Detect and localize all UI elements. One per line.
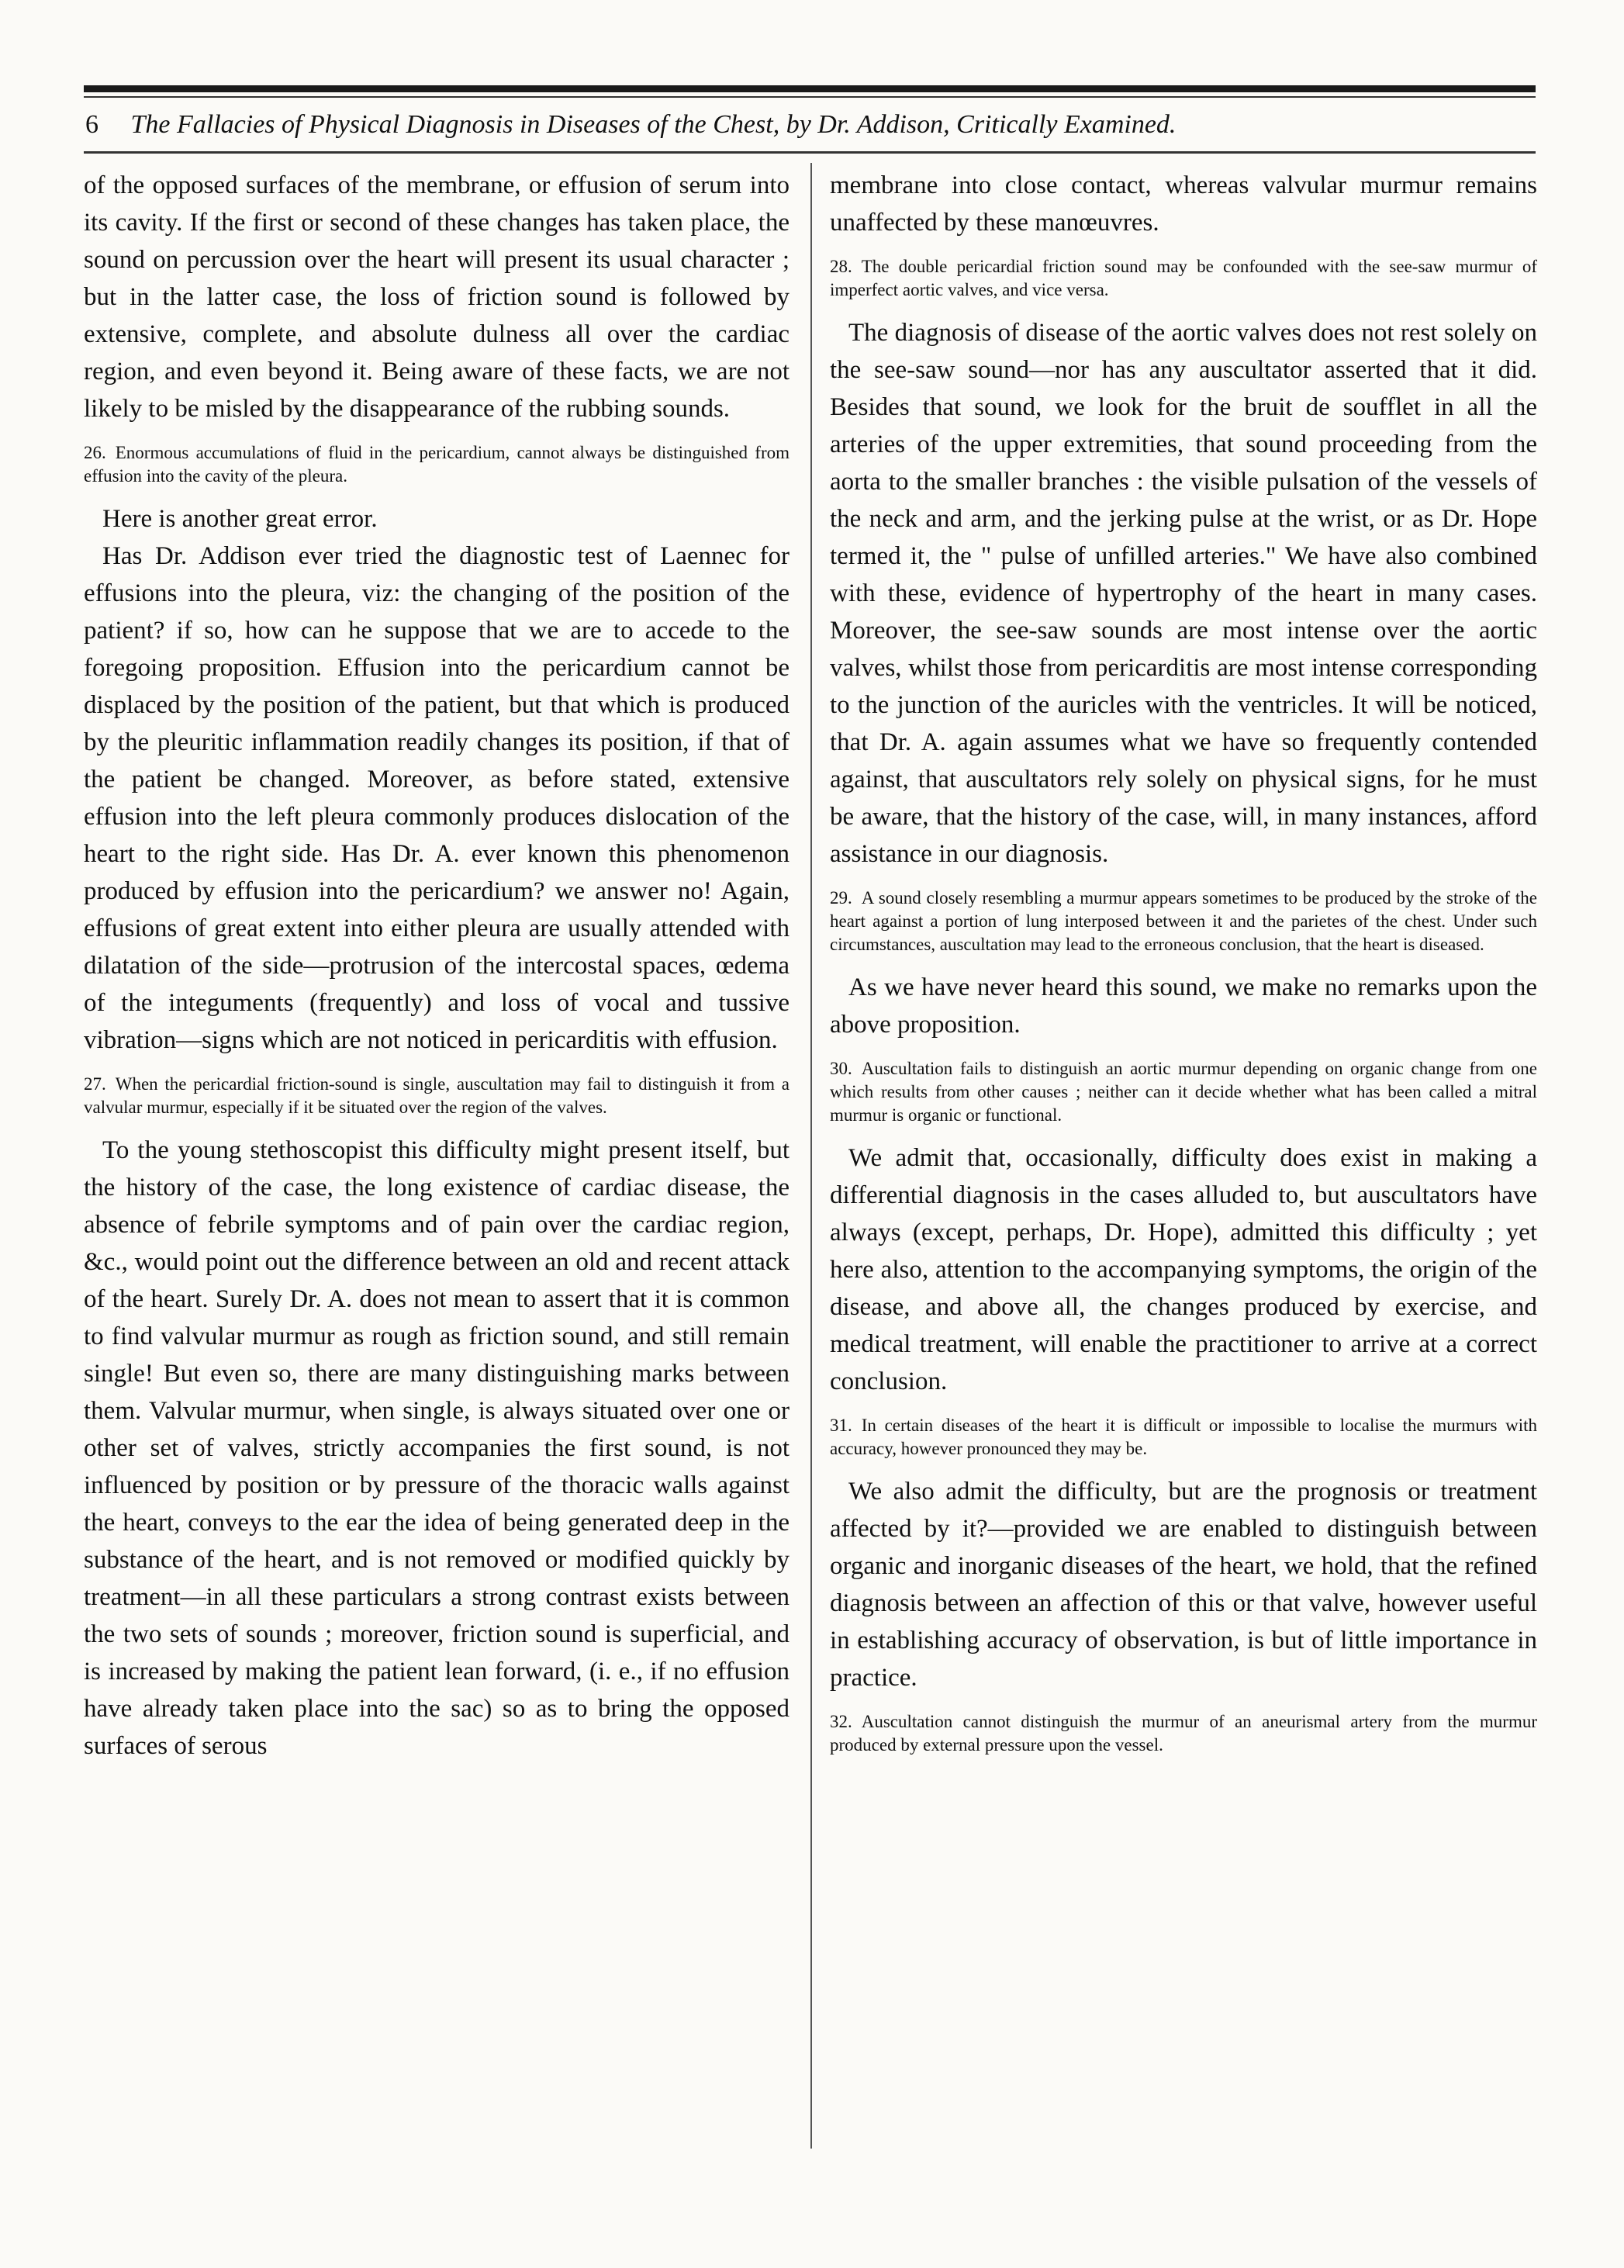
body-paragraph: As we have never heard this sound, we make no remarks upon the above proposition. [830, 973, 1537, 1039]
proposition-26 [84, 441, 790, 488]
body-paragraph: Here is another great error. [102, 505, 378, 533]
header-thin-rule [84, 96, 1536, 98]
proposition-29 [830, 887, 1537, 956]
proposition-27 [84, 1073, 790, 1119]
header-thick-rule [84, 85, 1536, 92]
proposition-number: 27. [84, 1074, 106, 1094]
page-number: 6 [85, 110, 98, 139]
proposition-number: 30. [830, 1059, 852, 1078]
header-underline-rule [84, 151, 1536, 154]
proposition-number: 28. [830, 257, 852, 276]
proposition-text: When the pericardial friction-sound is single, auscultation may fail to distinguish it from a valvular murmur, especially if it be situated over the region of the valves. [84, 1074, 790, 1117]
column-divider [810, 163, 812, 2149]
proposition-31 [830, 1414, 1537, 1461]
proposition-number: 29. [830, 888, 852, 908]
body-paragraph: We admit that, occasionally, difficulty does exist in making a differential diagnosis in the cases alluded to, but auscultators have always (except, perhaps, Dr. Hope), admitted this difficulty ; yet here also, attention to the accompanying symptoms, the origin of the disease, and above all, the changes produced by exercise, and medical treatment, will enable the practitioner to arrive at a correct conclusion. [830, 1144, 1537, 1395]
proposition-32 [830, 1710, 1537, 1757]
proposition-text: Enormous accumulations of fluid in the pericardium, cannot always be distinguished from effusion into the cavity of the pleura. [84, 443, 790, 486]
body-paragraph: To the young stethoscopist this difficulty might present itself, but the history of the case, the long existence of cardiac disease, the absence of febrile symptoms and of pain over the cardiac region, &c., would point out the difference between an old and recent attack of the heart. Surely Dr. A. does not mean to assert that it is common to find valvular murmur as rough as friction sound, and still remain single! But even so, there are many distinguishing marks between them. Valvular murmur, when single, is always situated over one or other set of valves, strictly accompanies the first sound, is not influenced by position or by pressure of the thoracic walls against the heart, conveys to the ear the idea of being generated deep in the substance of the heart, and is not removed or modified quickly by treatment—in all these particulars a strong contrast exists between the two sets of sounds ; moreover, friction sound is superficial, and is increased by making the patient lean forward, (i. e., if no effusion have already taken place into the sac) so as to bring the opposed surfaces of serous [84, 1136, 790, 1760]
body-paragraph: membrane into close contact, whereas valvular murmur remains unaffected by these manœuvres. [830, 171, 1537, 237]
proposition-text: The double pericardial friction sound may be confounded with the see-saw murmur of imperfect aortic valves, and vice versa. [830, 257, 1537, 299]
proposition-number: 32. [830, 1712, 852, 1731]
proposition-text: Auscultation fails to distinguish an aortic murmur depending on organic change from one which results from other causes ; neither can it decide whether what has been called a mitral murmur is organic or functional. [830, 1059, 1537, 1125]
running-title: The Fallacies of Physical Diagnosis in Diseases of the Chest, by Dr. Addison, Critically Examined. [130, 110, 1177, 139]
proposition-number: 31. [830, 1416, 852, 1435]
proposition-number: 26. [84, 443, 106, 462]
left-column [84, 167, 790, 1765]
proposition-text: In certain diseases of the heart it is difficult or impossible to localise the murmurs with accuracy, however pronounced they may be. [830, 1416, 1537, 1458]
proposition-30 [830, 1057, 1537, 1127]
running-header [84, 105, 1536, 145]
proposition-28 [830, 255, 1537, 302]
body-paragraph: Has Dr. Addison ever tried the diagnostic test of Laennec for effusions into the pleura, viz: the changing of the position of the patient? if so, how can he suppose that we are to accede to the foregoing proposition. Effusion into the pericardium cannot be displaced by the position of the patient, but that which is produced by the pleuritic inflammation readily changes its position, if that of the patient be changed. Moreover, as before stated, extensive effusion into the left pleura commonly produces dislocation of the heart to the right side. Has Dr. A. ever known this phenomenon produced by effusion into the pericardium? we answer no! Again, effusions of great extent into either pleura are usually attended with dilatation of the side—protrusion of the intercostal spaces, œdema of the integuments (frequently) and loss of vocal and tussive vibration—signs which are not noticed in pericarditis with effusion. [84, 542, 790, 1054]
body-paragraph: We also admit the difficulty, but are the prognosis or treatment affected by it?—provided we are enabled to distinguish between organic and inorganic diseases of the heart, we hold, that the refined diagnosis between an affection of this or that valve, however useful in establishing accuracy of observation, is but of little importance in practice. [830, 1478, 1537, 1692]
body-paragraph: The diagnosis of disease of the aortic valves does not rest solely on the see-saw sound—nor has any auscultator asserted that it did. Besides that sound, we look for the bruit de soufflet in all the arteries of the upper extremities, that sound proceeding from the aorta to the smaller branches : the visible pulsation of the vessels of the neck and arm, and the jerking pulse at the wrist, or as Dr. Hope termed it, the " pulse of unfilled arteries." We have also combined with these, evidence of hypertrophy of the heart in many cases. Moreover, the see-saw sounds are most intense over the aortic valves, whilst those from pericarditis are most intense corresponding to the junction of the auricles with the ventricles. It will be noticed, that Dr. A. again assumes what we have so frequently contended against, that auscultators rely solely on physical signs, for he must be aware, that the history of the case, will, in many instances, afford assistance in our diagnosis. [830, 319, 1537, 868]
proposition-text: A sound closely resembling a murmur appears sometimes to be produced by the stroke of the heart against a portion of lung interposed between it and the parietes of the chest. Under such circumstances, auscultation may lead to the erroneous conclusion, that the heart is diseased. [830, 888, 1537, 954]
proposition-text: Auscultation cannot distinguish the murmur of an aneurismal artery from the murmur produced by external pressure upon the vessel. [830, 1712, 1537, 1755]
body-paragraph: of the opposed surfaces of the membrane, or effusion of serum into its cavity. If the first or second of these changes has taken place, the sound on percussion over the heart will present its usual character ; but in the latter case, the loss of friction sound is followed by extensive, complete, and absolute dulness all over the cardiac region, and even beyond it. Being aware of these facts, we are not likely to be misled by the disappearance of the rubbing sounds. [84, 171, 790, 423]
right-column [830, 167, 1537, 1769]
